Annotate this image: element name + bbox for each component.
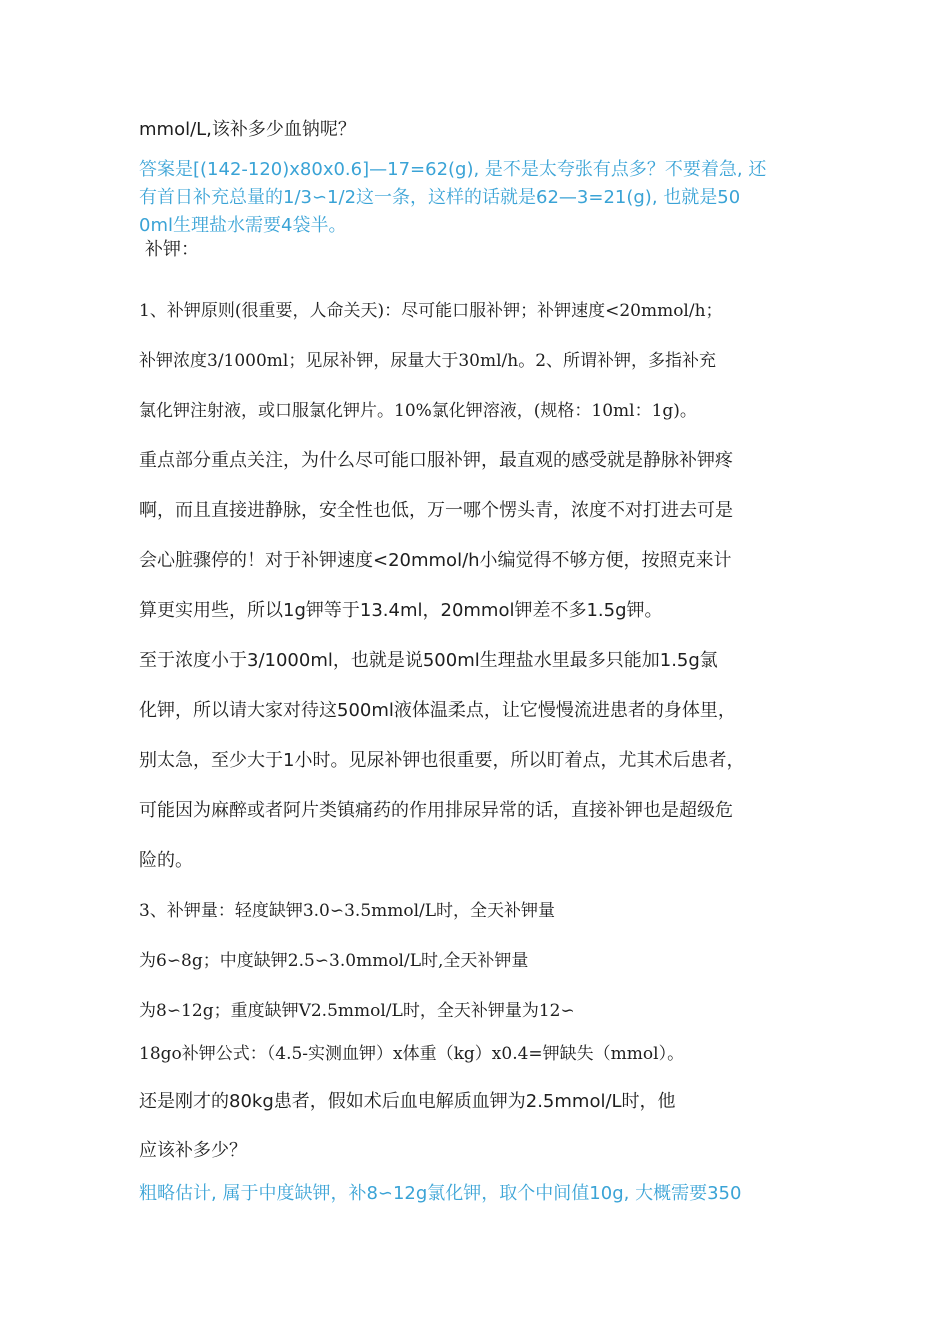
principles-line-3: 氯化钾注射液，或口服氯化钾片。10%氯化钾溶液，(规格：10ml：1g)。 [139, 401, 697, 421]
explanation-line-2: 啊，而且直接进静脉，安全性也低，万一哪个愣头青，浓度不对打进去可是 [139, 500, 733, 521]
dosage-line-3: 为8∽12g；重度缺钾V2.5mmol/L时，全天补钾量为12∽ [139, 1001, 575, 1021]
principles-line-1: 1、补钾原则(很重要，人命关天)：尽可能口服补钾；补钾速度<20mmol/h； [139, 301, 723, 321]
heading-potassium: 补钾： [145, 239, 199, 260]
explanation-line-8: 可能因为麻醉或者阿片类镇痛药的作用排尿异常的话，直接补钾也是超级危 [139, 800, 733, 821]
dosage-line-4: 18go补钾公式：（4.5-实测血钾）x体重（kg）x0.4=钾缺失（mmol）。 [139, 1044, 685, 1064]
dosage-line-2: 为6∽8g；中度缺钾2.5∽3.0mmol/L时,全天补钾量 [139, 951, 529, 971]
explanation-line-3: 会心脏骤停的！对于补钾速度<20mmol/h小编觉得不够方便，按照克来计 [139, 550, 732, 571]
explanation-line-4: 算更实用些，所以1g钾等于13.4ml，20mmol钾差不多1.5g钾。 [139, 600, 663, 621]
principles-line-2: 补钾浓度3/1000ml；见尿补钾，尿量大于30ml/h。2、所谓补钾，多指补充 [139, 351, 717, 371]
explanation-line-5: 至于浓度小于3/1000ml，也就是说500ml生理盐水里最多只能加1.5g氯 [139, 650, 718, 671]
answer-sodium-line-1: 答案是[(142-120)x80x0.6]—17=62(g), 是不是太夸张有点多？不要着急, 还 [139, 159, 767, 180]
explanation-line-1: 重点部分重点关注，为什么尽可能口服补钾，最直观的感受就是静脉补钾疼 [139, 450, 733, 471]
intro-line: mmol/L,该补多少血钠呢？ [139, 119, 356, 140]
explanation-line-9: 险的。 [139, 850, 193, 871]
dosage-line-1: 3、补钾量：轻度缺钾3.0∽3.5mmol/L时，全天补钾量 [139, 901, 556, 921]
question-line-1: 还是刚才的80kg患者，假如术后血电解质血钾为2.5mmol/L时，他 [139, 1091, 676, 1112]
answer-sodium-line-3: 0ml生理盐水需要4袋半。 [139, 215, 347, 236]
question-line-2: 应该补多少？ [139, 1140, 247, 1161]
answer-sodium-line-2: 有首日补充总量的1/3∽1/2这一条，这样的话就是62—3=21(g), 也就是50 [139, 187, 741, 208]
explanation-line-7: 别太急，至少大于1小时。见尿补钾也很重要，所以盯着点，尤其术后患者， [139, 750, 745, 771]
explanation-line-6: 化钾，所以请大家对待这500ml液体温柔点，让它慢慢流进患者的身体里， [139, 700, 736, 721]
answer-potassium-line-1: 粗略估计, 属于中度缺钾，补8∽12g氯化钾，取个中间值10g, 大概需要350 [139, 1183, 742, 1204]
